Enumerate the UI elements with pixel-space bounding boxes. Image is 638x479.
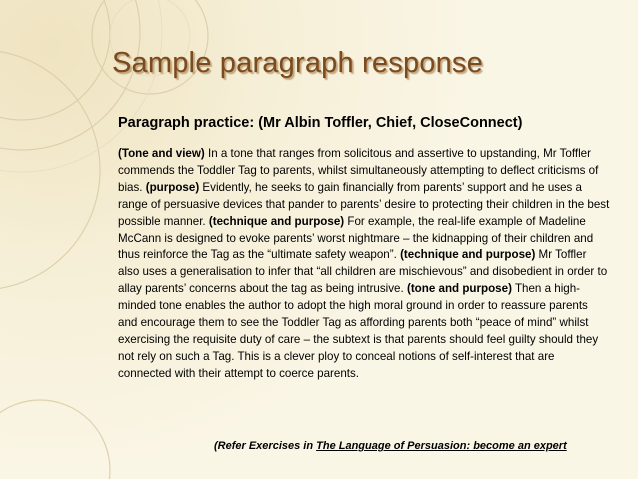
paragraph-heading: Paragraph practice: (Mr Albin Toffler, Chief, CloseConnect) xyxy=(118,115,523,131)
paragraph-text: Evidently, he seeks to gain financially from parents’ support and he uses a range of persuasive devices that pander to parents’ desire to protecting their children in the best possible manner. xyxy=(118,180,610,228)
paragraph-text: Then a high-minded tone enables the author to adopt the high moral ground in order to reassure parents and encourage them to see the Toddler Tag as affording parents both “peace of mind” whilst exercising the requisite duty of care – the subtext is that parents should feel guilty should they not rely on such a Tag. This is a clever ploy to conceal notions of self-interest that are connected with their attempt to coerce parents. xyxy=(118,282,599,380)
annotation-tag: (tone and purpose) xyxy=(406,282,512,296)
paragraph-text: For example, the real-life example of Madeline McCann is designed to evoke parents’ worst nightmare – the kidnapping of their children and thus reinforce the Tag as the “ultimate safety weapon”. xyxy=(118,214,594,262)
annotation-tag: (Tone and view) xyxy=(118,147,205,160)
annotation-tag: (technique and purpose) xyxy=(208,214,345,228)
sample-paragraph xyxy=(118,146,610,383)
slide-title: Sample paragraph response xyxy=(112,47,483,79)
annotation-tag: (technique and purpose) xyxy=(400,248,536,262)
paragraph-text: In a tone that ranges from solicitous and assertive to upstanding, Mr Toffler commends the Toddler Tag to parents, whilst simultaneously attempting to deflect criticisms of bias. xyxy=(118,147,599,194)
reference-prefix: (Refer Exercises in xyxy=(214,440,317,452)
paragraph-text: Mr Toffler also uses a generalisation to infer that “all children are mischievous” and disobedient in order to allay parents’ concerns about the tag as being intrusive. xyxy=(118,248,608,296)
reference-note xyxy=(214,440,567,452)
reference-book-title: The Language of Persuasion: become an expert xyxy=(316,440,567,452)
annotation-tag: (purpose) xyxy=(145,180,200,194)
